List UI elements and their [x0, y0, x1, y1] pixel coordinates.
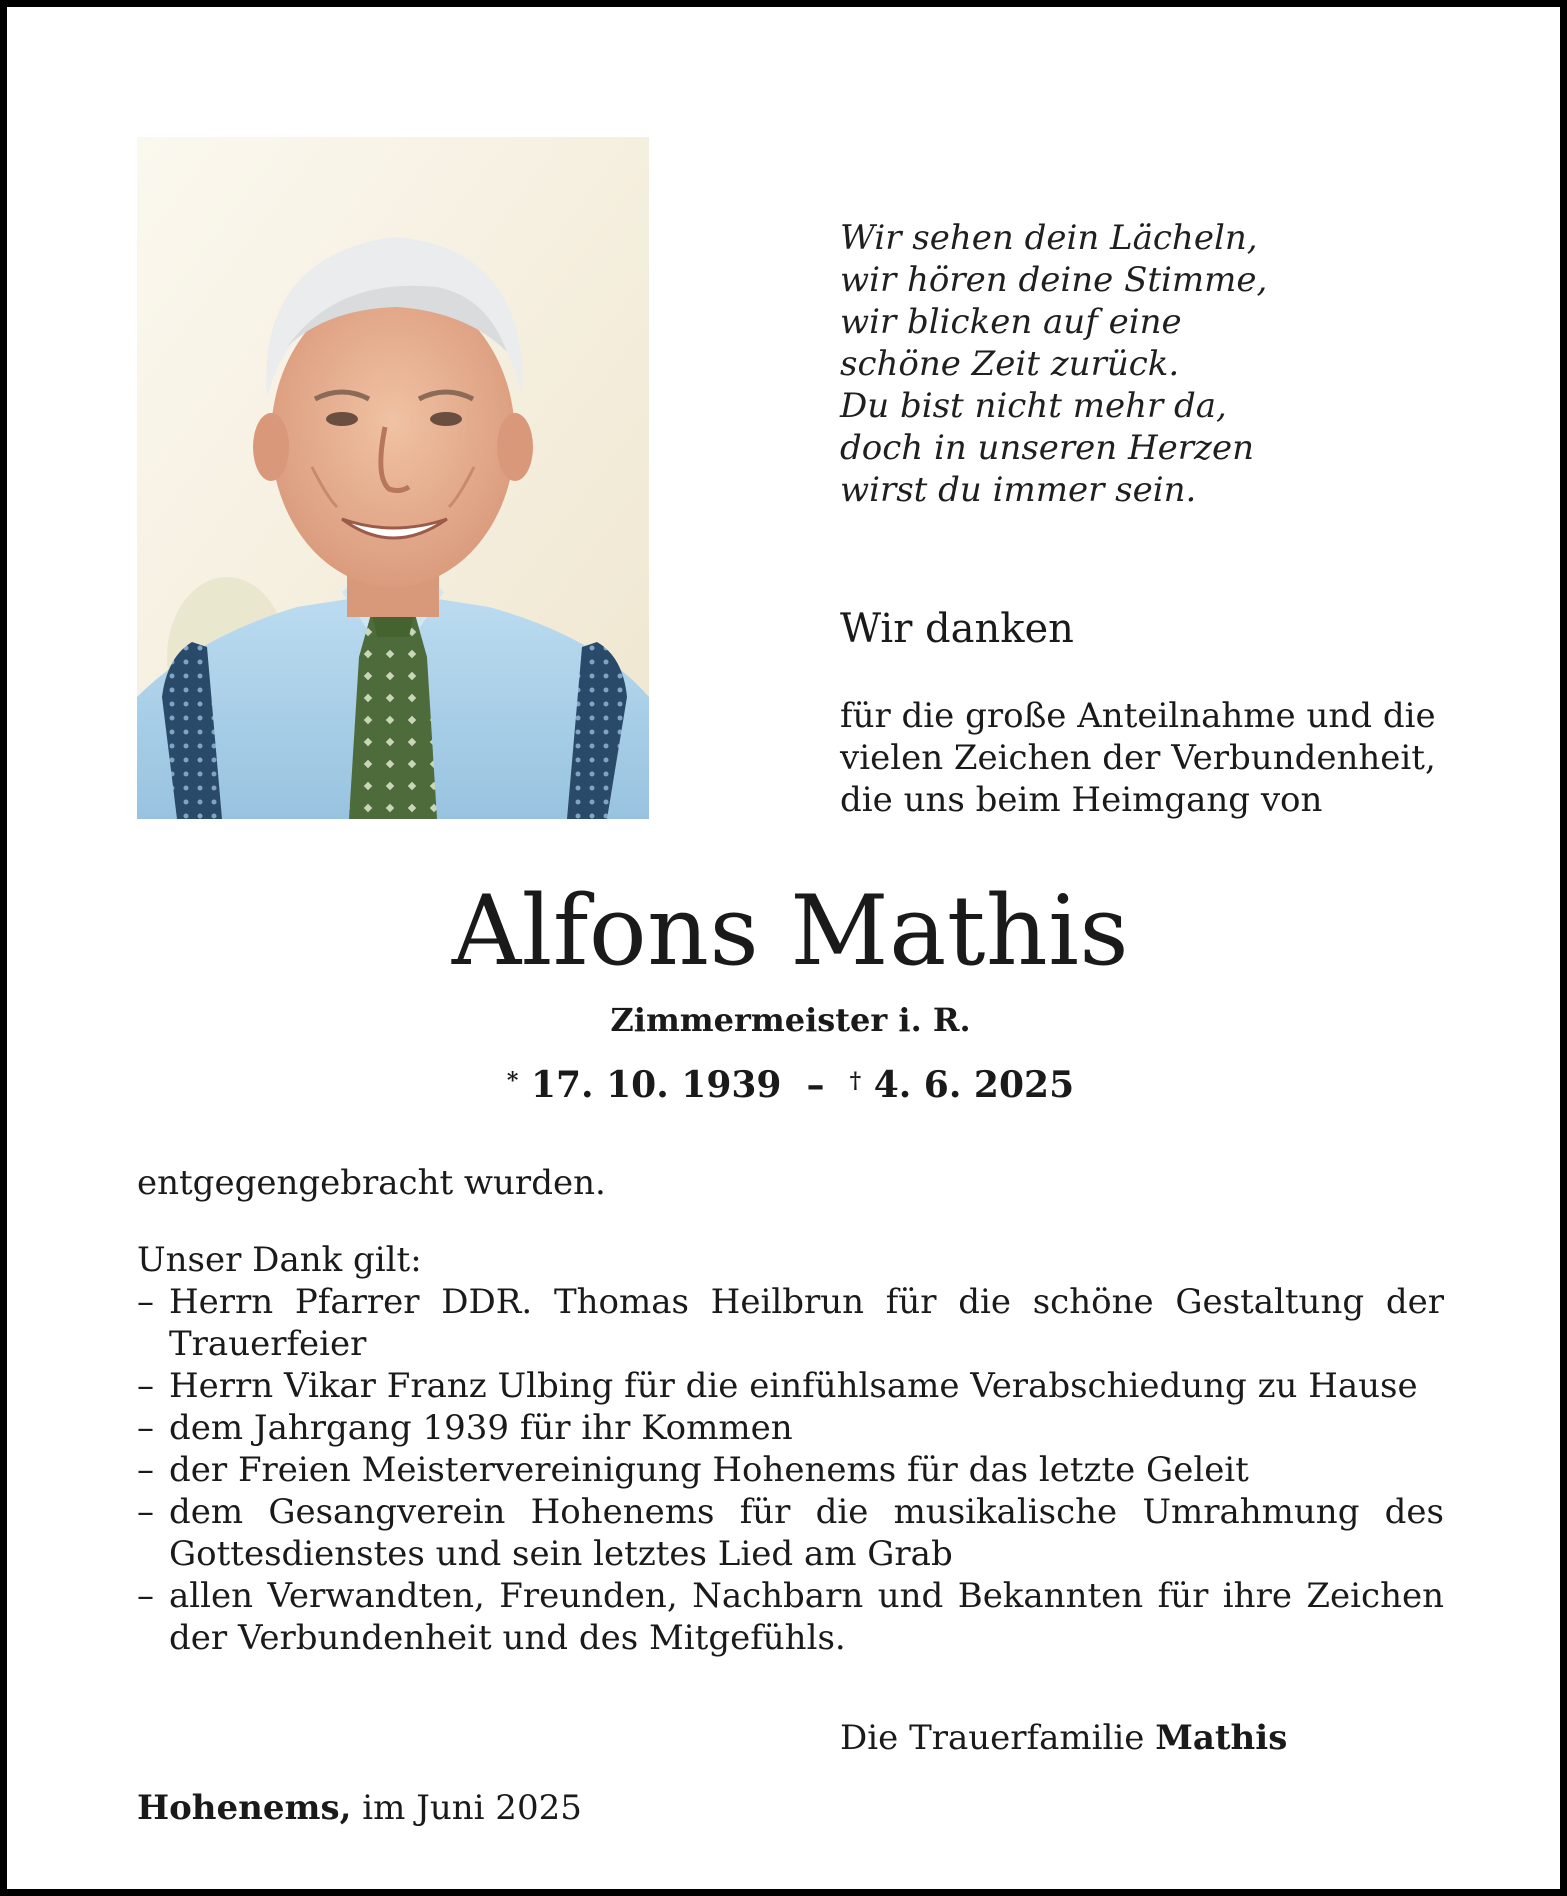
- thanks-text: [840, 695, 1460, 821]
- poem: [840, 217, 1460, 511]
- death-date: 4. 6. 2025: [873, 1064, 1075, 1106]
- place: Hohenems,: [137, 1788, 352, 1828]
- poem-line: wir blicken auf eine: [840, 302, 1182, 342]
- date-separator: –: [806, 1064, 825, 1106]
- list-item: – der Freien Meistervereinigung Hohenems für das letzte Geleit: [137, 1449, 1444, 1491]
- deceased-name: Alfons Mathis: [451, 875, 1130, 987]
- signature: [840, 1717, 1287, 1759]
- death-symbol: †: [849, 1068, 862, 1094]
- thanks-line: vielen Zeichen der Verbundenheit,: [840, 738, 1436, 778]
- place-date: [137, 1787, 582, 1829]
- poem-line: wirst du immer sein.: [840, 470, 1197, 510]
- list-item: – dem Jahrgang 1939 für ihr Kommen: [137, 1407, 1444, 1449]
- thanks-heading: Wir danken: [840, 606, 1074, 652]
- life-dates: [7, 1062, 1567, 1108]
- portrait-photo: [137, 137, 649, 819]
- list-item: – Herrn Vikar Franz Ulbing für die einfühlsame Verabschiedung zu Hause: [137, 1365, 1444, 1407]
- signature-prefix: Die Trauerfamilie: [840, 1718, 1145, 1758]
- poem-line: doch in unseren Herzen: [840, 428, 1254, 468]
- list-item: – Herrn Pfarrer DDR. Thomas Heilbrun für die schöne Gestaltung der Trauerfeier: [137, 1281, 1444, 1365]
- poem-line: Du bist nicht mehr da,: [840, 386, 1227, 426]
- list-intro: Unser Dank gilt:: [137, 1240, 422, 1280]
- signature-family-name: Mathis: [1155, 1718, 1288, 1758]
- list-item: – dem Gesangverein Hohenems für die musikalische Umrahmung des Gottesdienstes und sein letztes Lied am Grab: [137, 1491, 1444, 1575]
- thanks-line: für die große Anteilnahme und die: [840, 696, 1436, 736]
- poem-line: Wir sehen dein Lächeln,: [840, 218, 1258, 258]
- birth-symbol: *: [506, 1068, 519, 1094]
- continuation-text: entgegengebracht wurden.: [137, 1163, 606, 1203]
- date: im Juni 2025: [362, 1788, 582, 1828]
- thanks-line: die uns beim Heimgang von: [840, 780, 1323, 820]
- poem-line: wir hören deine Stimme,: [840, 260, 1268, 300]
- thanks-list: [137, 1281, 1444, 1659]
- list-item: – allen Verwandten, Freunden, Nachbarn und Bekannten für ihre Zeichen der Verbundenheit und des Mitgefühls.: [137, 1575, 1444, 1659]
- poem-line: schöne Zeit zurück.: [840, 344, 1180, 384]
- deceased-profession: Zimmermeister i. R.: [610, 1001, 971, 1039]
- body-text: [137, 1162, 1444, 1659]
- birth-date: 17. 10. 1939: [530, 1064, 782, 1106]
